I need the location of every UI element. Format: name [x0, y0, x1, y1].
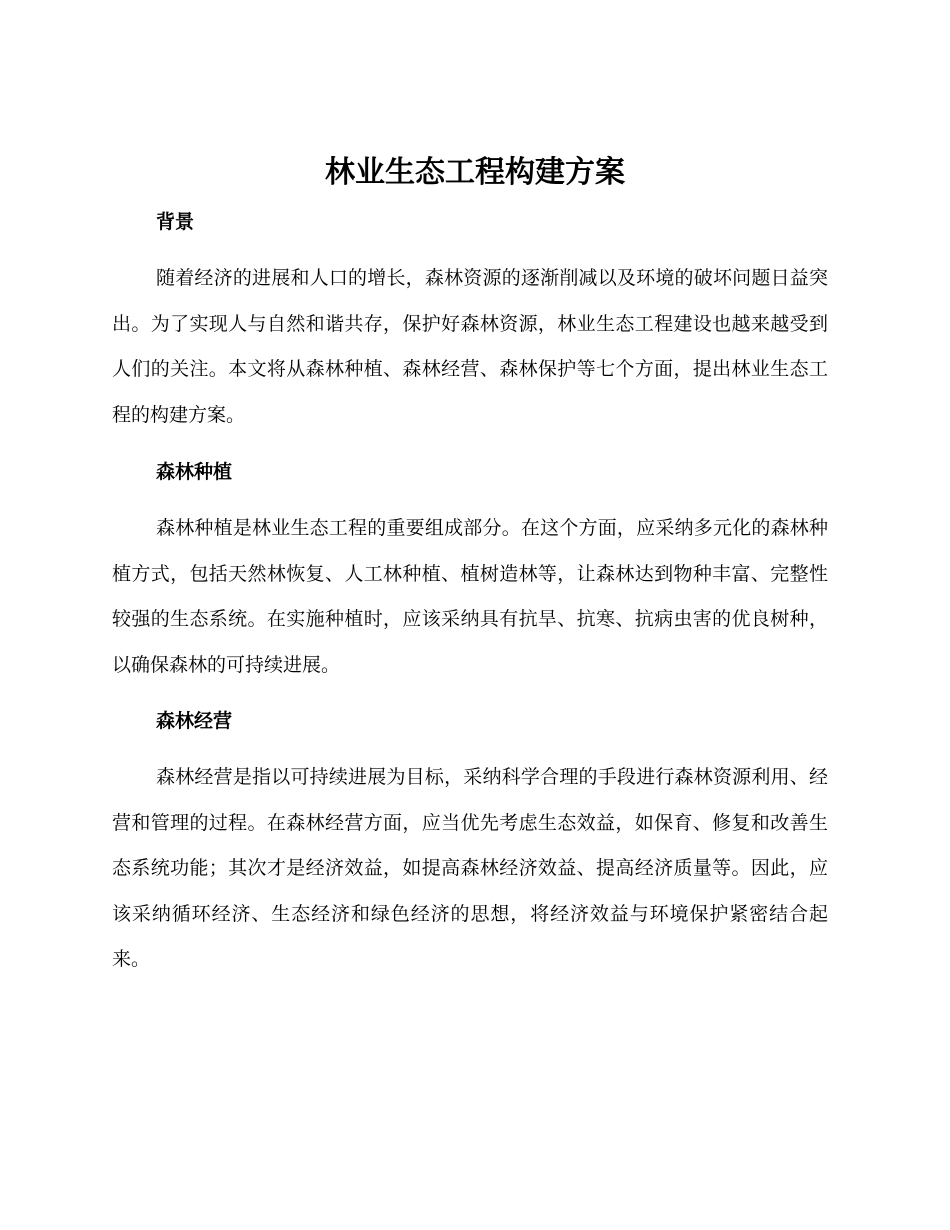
section-heading-forest-management: 森林经营	[156, 710, 233, 732]
section-heading-forest-planting: 森林种植	[156, 461, 233, 483]
section-paragraph-forest-management: 森林经营是指以可持续进展为目标，采纳科学合理的手段进行森林资源利用、经营和管理的过程。在森林经营方面，应当优先考虑生态效益，如保育、修复和改善生态系统功能；其次才是经济效益，如提高森林经济效益、提高经济质量等。因此，应该采纳循环经济、生态经济和绿色经济的思想，将经济效益与环境保护紧密结合起来。	[112, 766, 828, 970]
section-heading-background: 背景	[156, 211, 195, 233]
section-paragraph-forest-planting: 森林种植是林业生态工程的重要组成部分。在这个方面，应采纳多元化的森林种植方式，包括天然林恢复、人工林种植、植树造林等，让森林达到物种丰富、完整性较强的生态系统。在实施种植时，应该采纳具有抗旱、抗寒、抗病虫害的优良树种，以确保森林的可持续进展。	[112, 517, 828, 676]
section-paragraph-background: 随着经济的进展和人口的增长，森林资源的逐渐削减以及环境的破坏问题日益突出。为了实现人与自然和谐共存，保护好森林资源，林业生态工程建设也越来越受到人们的关注。本文将从森林种植、森林经营、森林保护等七个方面，提出林业生态工程的构建方案。	[112, 267, 828, 426]
document-title: 林业生态工程构建方案	[325, 155, 625, 190]
